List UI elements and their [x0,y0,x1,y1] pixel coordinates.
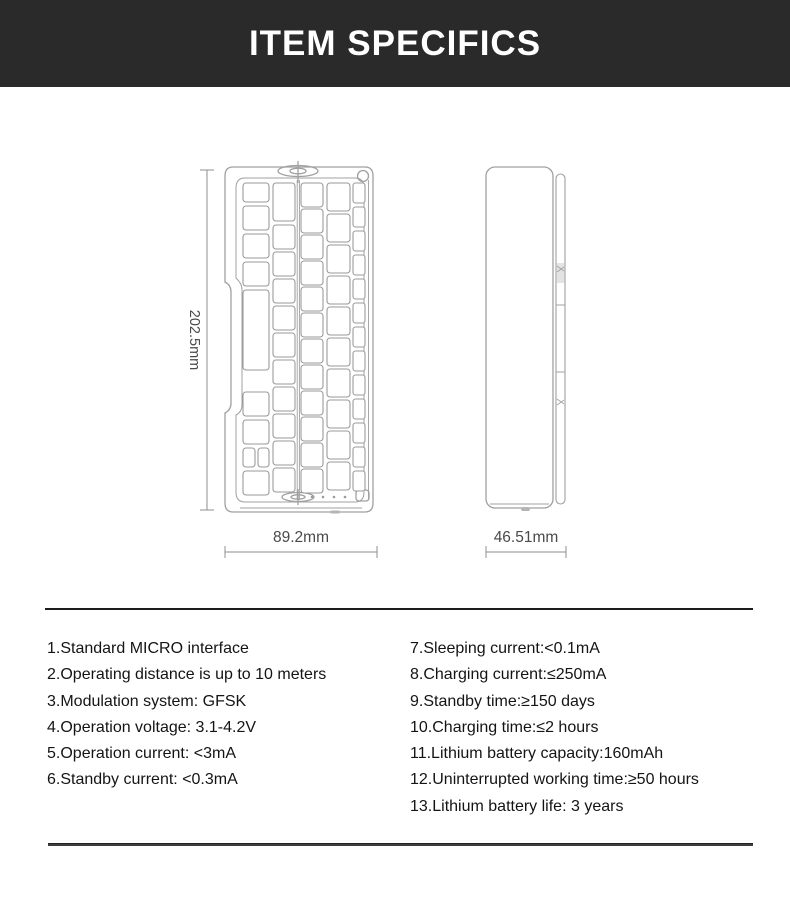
spec-item: 3.Modulation system: GFSK [47,692,247,710]
width-dimension-label: 89.2mm [273,529,329,546]
spec-item: 5.Operation current: <3mA [47,745,236,763]
spec-item: 10.Charging time:≤2 hours [410,718,599,736]
led-dots [311,496,347,499]
spec-list-right [410,636,780,820]
separator-line-top [45,608,753,610]
spec-item: 12.Uninterrupted working time:≥50 hours [410,771,699,789]
page-title: ITEM SPECIFICS [248,23,542,63]
spec-item: 6.Standby current: <0.3mA [47,771,238,789]
keyboard-side-view [486,167,565,511]
hinge-top [278,161,318,183]
spec-item: 9.Standby time:≥150 days [410,692,595,710]
side-width-dimension-label: 46.51mm [493,529,559,546]
spec-item: 4.Operation voltage: 3.1-4.2V [47,718,257,736]
spec-item: 11.Lithium battery capacity:160mAh [410,745,664,763]
spec-item: 1.Standard MICRO interface [47,640,249,657]
spec-item: 13.Lithium battery life: 3 years [410,797,624,815]
separator-line-bottom [48,843,753,846]
keyboard-technical-drawing [0,120,790,580]
header-bar [0,0,790,87]
spec-item: 7.Sleeping current:<0.1mA [410,640,600,657]
keyboard-top-view [225,161,373,514]
spec-list-left [47,636,397,794]
key-grid [243,183,365,495]
screw-icon [358,171,369,182]
spec-item: 2.Operating distance is up to 10 meters [47,666,327,684]
spec-item: 8.Charging current:≤250mA [410,666,607,684]
length-dimension-label: 202.5mm [186,309,202,371]
